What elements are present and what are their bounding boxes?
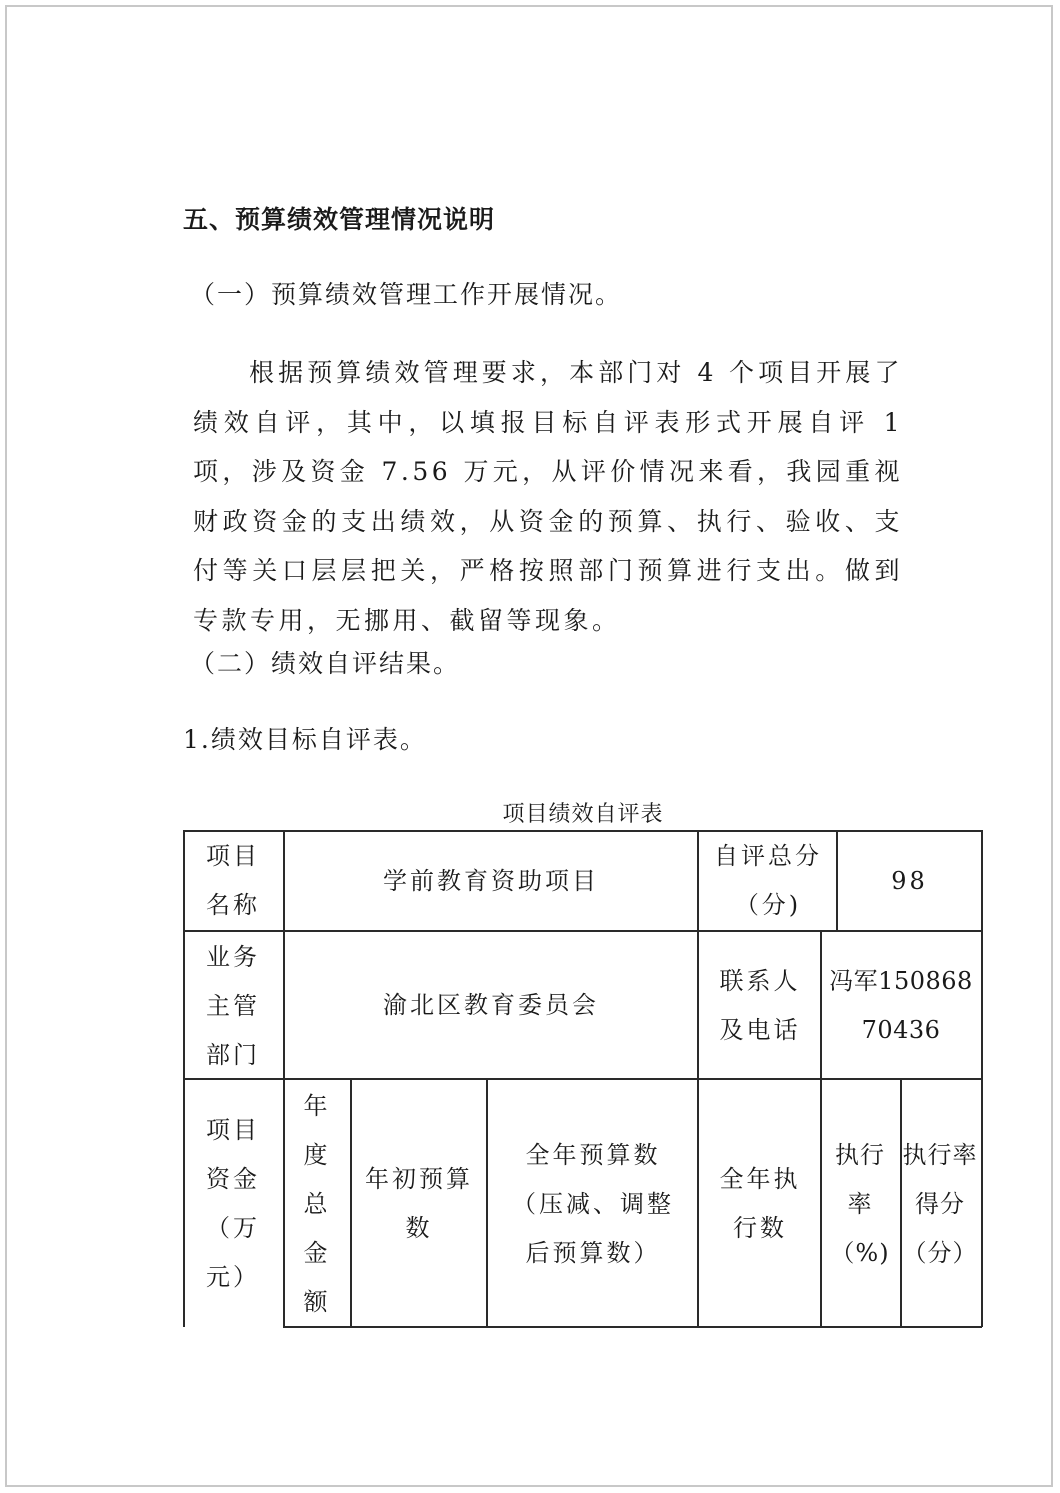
col-annual-budget [508, 1082, 678, 1326]
section-heading: 五、预算绩效管理情况说明 [183, 205, 496, 234]
col-execution-rate [830, 1082, 890, 1326]
score-label [706, 836, 830, 926]
col-initial-budget-text: 年初预算数 [365, 1165, 473, 1242]
body-paragraph: 根据预算绩效管理要求，本部门对 4 个项目开展了绩效自评，其中，以填报目标自评表形式开展自评 1 项，涉及资金 7.56 万元，从评价情况来看，我园重视财政资金的支出绩效，从资金的预算、执行、验收、支付等关口层层把关，严格按照部门预算进行支出。做到专款专用，无挪用、截留等现象。 [193, 358, 903, 635]
table-title: 项目绩效自评表 [502, 802, 664, 827]
subsection-3-title: 1.绩效目标自评表。 [183, 725, 427, 754]
contact-value [826, 934, 976, 1078]
project-name-label [196, 836, 270, 926]
dept-label-text: 业务主管部门 [206, 942, 260, 1069]
col-annual-execution [708, 1082, 812, 1326]
col-execution-rate-text: 执行率（%) [830, 1140, 890, 1267]
col-annual-execution-text: 全年执行数 [719, 1165, 801, 1242]
dept-label [196, 934, 270, 1078]
funds-label-text: 项目资金（万元） [206, 1116, 260, 1291]
col-rate-score-text: 执行率得分（分） [902, 1140, 978, 1267]
dept-value-text: 渝北区教育委员会 [383, 990, 599, 1019]
col-annual-budget-text: 全年预算数（压减、调整后预算数） [512, 1140, 674, 1267]
project-name-value [285, 832, 697, 930]
score-value-text: 98 [891, 866, 928, 895]
score-label-text: 自评总分（分) [714, 842, 822, 919]
funds-label [196, 1082, 270, 1326]
contact-label-text: 联系人及电话 [719, 967, 801, 1044]
col-rate-score [902, 1082, 978, 1326]
contact-value-text: 冯军15086870436 [829, 967, 973, 1044]
dept-value [285, 932, 697, 1078]
subsection-1-title: （一）预算绩效管理工作开展情况。 [190, 280, 623, 309]
score-value [838, 832, 981, 930]
col-total-amount-text: 年度总金额 [303, 1091, 331, 1316]
subsection-2-title: （二）绩效自评结果。 [190, 649, 461, 678]
contact-label [708, 934, 812, 1078]
col-total-amount [293, 1082, 341, 1326]
col-initial-budget [358, 1082, 480, 1326]
project-name-label-text: 项目名称 [206, 842, 260, 919]
project-name-value-text: 学前教育资助项目 [383, 866, 599, 895]
